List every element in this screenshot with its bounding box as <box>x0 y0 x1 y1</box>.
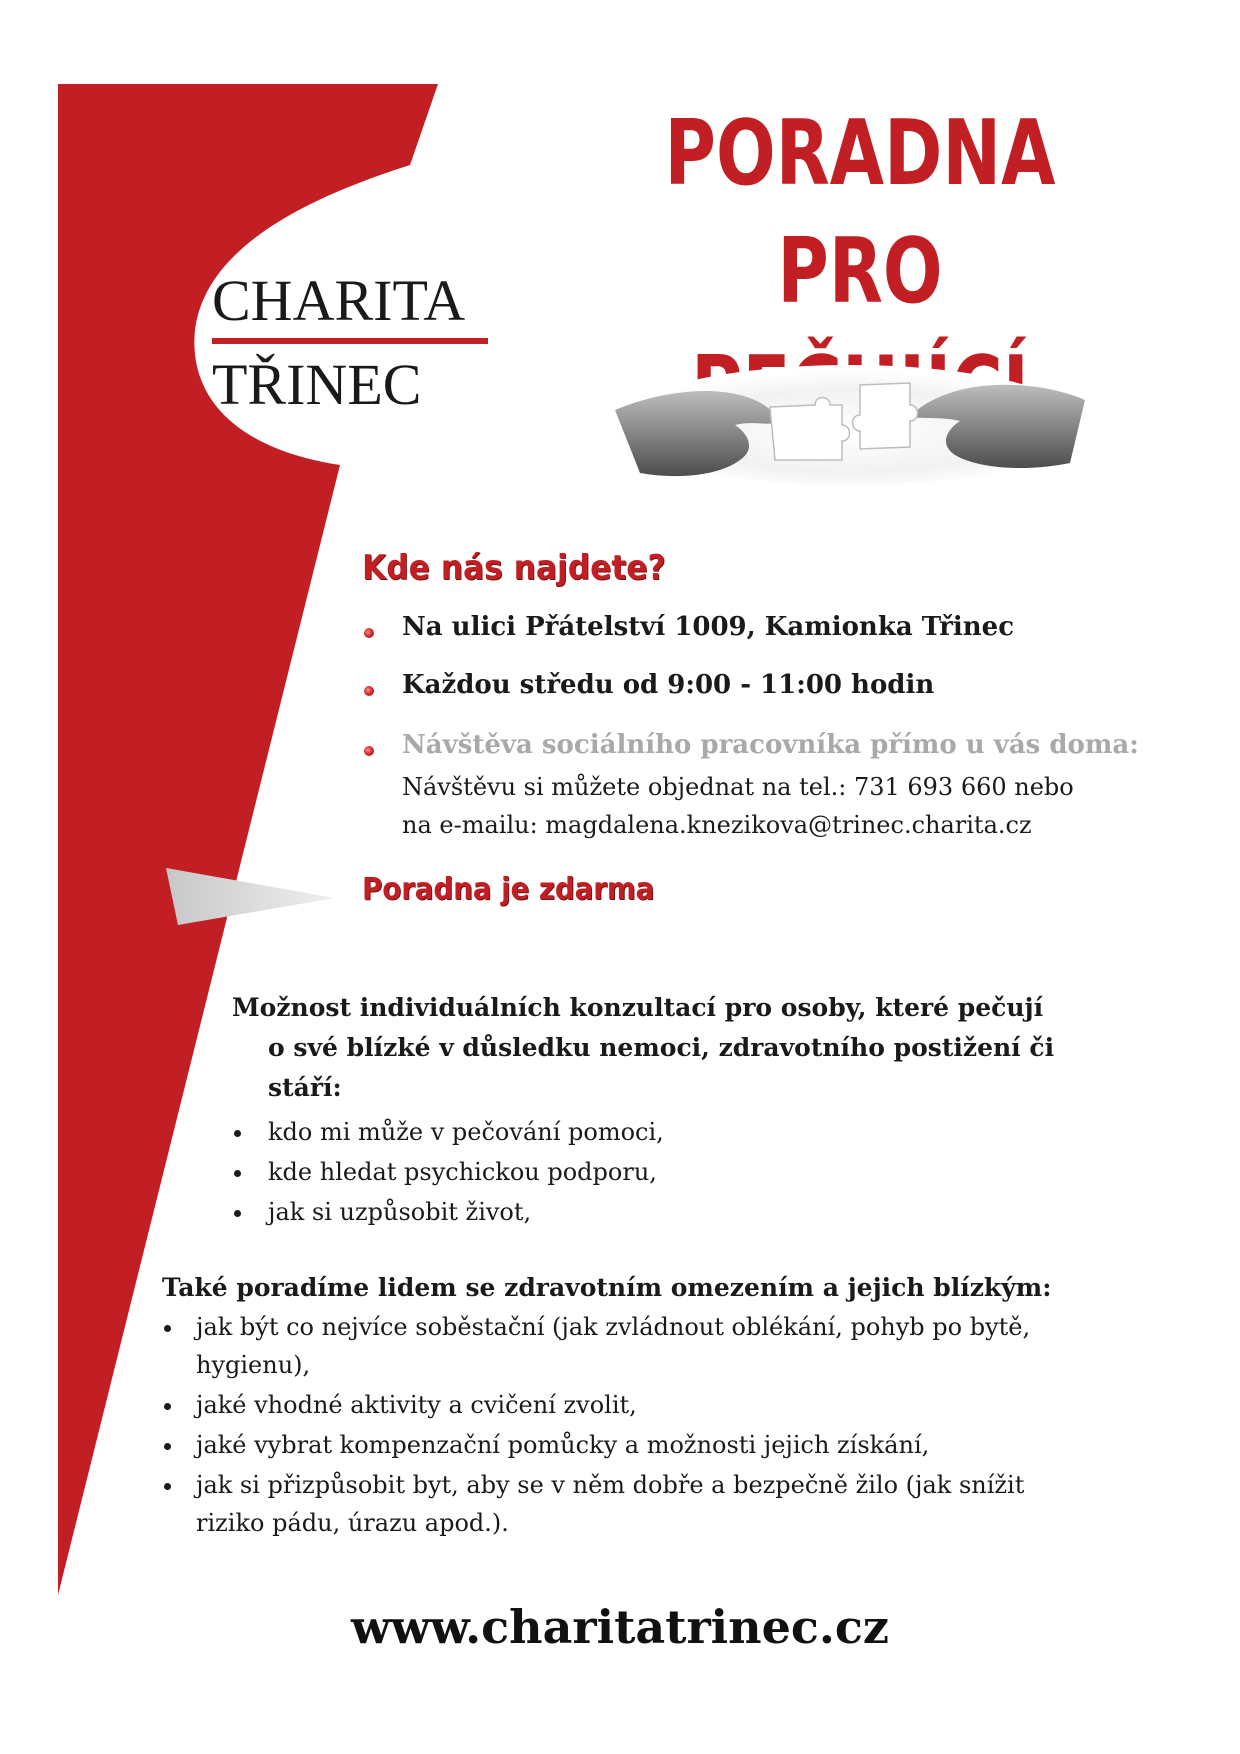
grey-arrow-shape <box>166 868 335 925</box>
list-item <box>362 670 1222 730</box>
bullet-icon <box>164 1403 171 1410</box>
list-item: kde hledat psychickou podporu, <box>232 1152 1152 1192</box>
address-text: Na ulici Přátelství 1009, Kamionka Třinec <box>402 612 1015 642</box>
list-item: jak si uzpůsobit život, <box>232 1192 1152 1232</box>
bullet-icon <box>234 1130 241 1137</box>
logo-text-trinec: TŘINEC <box>212 352 422 417</box>
charita-logo <box>212 268 492 417</box>
where-heading: Kde nás najdete? <box>362 548 666 588</box>
consultation-intro: Možnost individuálních konzultací pro osoby, které pečují o své blízké v důsledku nemoci, zdravotního postižení či stáří: <box>232 993 1055 1102</box>
red-bullet-icon <box>364 746 374 756</box>
bullet-icon <box>164 1443 171 1450</box>
health-advice-list <box>162 1308 1162 1542</box>
bullet-icon <box>164 1325 171 1332</box>
location-info <box>362 612 1222 844</box>
bullet-icon <box>234 1210 241 1217</box>
bullet-icon <box>234 1170 241 1177</box>
bullet-icon <box>164 1483 171 1490</box>
title-line-1: PORADNA PRO <box>664 101 1056 324</box>
hours-text: Každou středu od 9:00 - 11:00 hodin <box>402 670 935 700</box>
free-heading: Poradna je zdarma <box>362 872 655 907</box>
list-item: kdo mi může v pečování pomoci, <box>232 1112 1152 1152</box>
health-advice-section <box>162 1268 1162 1544</box>
logo-red-rule <box>212 338 488 344</box>
visit-phone-text: Návštěvu si můžete objednat na tel.: 731 693 660 nebo <box>402 773 1074 801</box>
list-item: jaké vhodné aktivity a cvičení zvolit, <box>162 1386 1162 1424</box>
list-item: jaké vybrat kompenzační pomůcky a možnosti jejich získání, <box>162 1426 1162 1464</box>
list-item <box>362 730 1222 844</box>
hands-puzzle-icon <box>610 355 1090 485</box>
red-bullet-icon <box>364 628 374 638</box>
consultation-section <box>232 988 1152 1232</box>
consultation-list <box>232 1112 1152 1232</box>
visit-email-text: na e-mailu: magdalena.knezikova@trinec.charita.cz <box>402 811 1032 839</box>
website-url: www.charitatrinec.cz <box>350 1600 890 1654</box>
list-item: jak být co nejvíce soběstační (jak zvládnout oblékání, pohyb po bytě, hygienu), <box>162 1308 1162 1384</box>
red-bullet-icon <box>364 686 374 696</box>
home-visit-heading: Návštěva sociálního pracovníka přímo u vás doma: <box>402 730 1139 760</box>
list-item <box>362 612 1222 670</box>
health-advice-heading: Také poradíme lidem se zdravotním omezením a jejich blízkým: <box>162 1273 1052 1302</box>
logo-text-charita: CHARITA <box>212 268 466 333</box>
list-item: jak si přizpůsobit byt, aby se v něm dobře a bezpečně žilo (jak snížit riziko pádu, úrazu apod.). <box>162 1466 1162 1542</box>
